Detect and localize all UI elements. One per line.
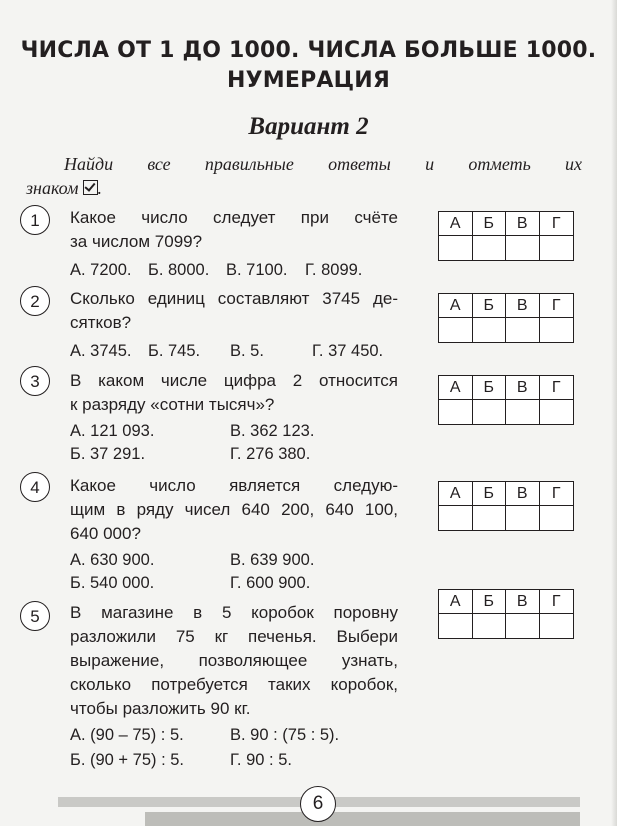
answer-cell-a[interactable] (439, 236, 473, 260)
question-2-text (70, 287, 398, 335)
page-number: 6 (300, 786, 336, 822)
grid-letter-v: В (506, 294, 540, 318)
grid-letter-a: А (439, 294, 473, 318)
question-2-number: 2 (20, 286, 50, 316)
option-v: В. 362 123. (230, 422, 315, 440)
grid-letter-b: Б (473, 212, 507, 236)
question-line: выражение, позволяющее узнать, (70, 651, 398, 670)
answer-cell-a[interactable] (439, 400, 473, 424)
answer-cell-v[interactable] (506, 236, 540, 260)
question-line: сятков? (70, 313, 132, 332)
grid-letter-b: Б (473, 590, 507, 614)
instruction-period: . (97, 178, 102, 198)
option-g: Г. 8099. (305, 261, 363, 279)
question-line: чтобы разложить 90 кг. (70, 699, 251, 718)
option-a: А. 3745. (70, 342, 132, 360)
answer-cell-g[interactable] (540, 236, 574, 260)
option-a: А. 7200. (70, 261, 132, 279)
option-v: В. 5. (230, 342, 264, 360)
option-a: А. (90 – 75) : 5. (70, 726, 184, 744)
answer-grid-5 (438, 589, 574, 639)
answer-grid-3 (438, 375, 574, 425)
question-line: к разряду «сотни тысяч»? (70, 395, 275, 414)
question-line: В магазине в 5 коробок поровну (70, 603, 398, 622)
question-line: разложили 75 кг печенья. Выбери (70, 627, 398, 646)
question-line: щим в ряду чисел 640 200, 640 100, (70, 500, 398, 519)
answer-cell-a[interactable] (439, 506, 473, 530)
grid-letter-v: В (506, 376, 540, 400)
answer-cell-a[interactable] (439, 614, 473, 638)
option-a: А. 121 093. (70, 422, 155, 440)
answer-cell-g[interactable] (540, 400, 574, 424)
question-line: 640 000? (70, 524, 141, 543)
answer-grid-1 (438, 211, 574, 261)
instruction-text: знаком (26, 178, 79, 198)
option-v: В. 7100. (226, 261, 288, 279)
option-b: Б. (90 + 75) : 5. (70, 751, 185, 769)
answer-cell-a[interactable] (439, 318, 473, 342)
question-3-number: 3 (20, 366, 50, 396)
option-v: В. 639 900. (230, 551, 315, 569)
grid-letter-g: Г (540, 590, 574, 614)
question-line: Какое число следует при счёте (70, 208, 398, 227)
question-5-number: 5 (20, 601, 50, 631)
grid-letter-v: В (506, 482, 540, 506)
grid-letter-g: Г (540, 376, 574, 400)
question-1-number: 1 (20, 205, 50, 235)
grid-letter-a: А (439, 482, 473, 506)
question-4-number: 4 (20, 472, 50, 502)
page-title-line2: НУМЕРАЦИЯ (226, 68, 390, 93)
answer-cell-b[interactable] (473, 614, 507, 638)
grid-letter-a: А (439, 212, 473, 236)
grid-letter-a: А (439, 376, 473, 400)
question-3-text (70, 369, 398, 417)
option-a: А. 630 900. (70, 551, 155, 569)
instruction-line1: Найди все правильные ответы и отметь их (64, 154, 582, 174)
answer-cell-v[interactable] (506, 400, 540, 424)
answer-cell-v[interactable] (506, 506, 540, 530)
footer-bar-shadow (145, 812, 580, 826)
answer-cell-v[interactable] (506, 318, 540, 342)
variant-heading: Вариант 2 (248, 113, 369, 140)
answer-cell-b[interactable] (473, 400, 507, 424)
question-5-text (70, 601, 398, 721)
question-line: за числом 7099? (70, 232, 203, 251)
answer-cell-b[interactable] (473, 318, 507, 342)
option-g: Г. 276 380. (230, 445, 311, 463)
option-b: Б. 8000. (148, 261, 210, 279)
option-g: Г. 600 900. (230, 574, 311, 592)
page-title-line1: ЧИСЛА ОТ 1 ДО 1000. ЧИСЛА БОЛЬШЕ 1000. (20, 38, 597, 63)
grid-letter-g: Г (540, 294, 574, 318)
option-b: Б. 540 000. (70, 574, 155, 592)
answer-cell-v[interactable] (506, 614, 540, 638)
question-line: Какое число является следую- (70, 476, 398, 495)
grid-letter-v: В (506, 212, 540, 236)
instruction-line2 (26, 176, 326, 200)
question-1-text (70, 206, 398, 254)
grid-letter-b: Б (473, 294, 507, 318)
option-v: В. 90 : (75 : 5). (230, 726, 340, 744)
answer-cell-g[interactable] (540, 506, 574, 530)
question-4-text (70, 474, 398, 546)
question-line: В каком числе цифра 2 относится (70, 371, 398, 390)
option-g: Г. 90 : 5. (230, 751, 292, 769)
grid-letter-g: Г (540, 482, 574, 506)
grid-letter-g: Г (540, 212, 574, 236)
question-line: Сколько единиц составляют 3745 де- (70, 289, 398, 308)
grid-letter-b: Б (473, 482, 507, 506)
answer-grid-4 (438, 481, 574, 531)
grid-letter-b: Б (473, 376, 507, 400)
answer-cell-g[interactable] (540, 318, 574, 342)
checkbox-checked-icon (83, 180, 98, 195)
answer-cell-g[interactable] (540, 614, 574, 638)
option-b: Б. 745. (148, 342, 201, 360)
grid-letter-a: А (439, 590, 473, 614)
option-b: Б. 37 291. (70, 445, 146, 463)
question-line: сколько потребуется таких коробок, (70, 675, 398, 694)
answer-cell-b[interactable] (473, 506, 507, 530)
answer-cell-b[interactable] (473, 236, 507, 260)
grid-letter-v: В (506, 590, 540, 614)
option-g: Г. 37 450. (312, 342, 384, 360)
answer-grid-2 (438, 293, 574, 343)
